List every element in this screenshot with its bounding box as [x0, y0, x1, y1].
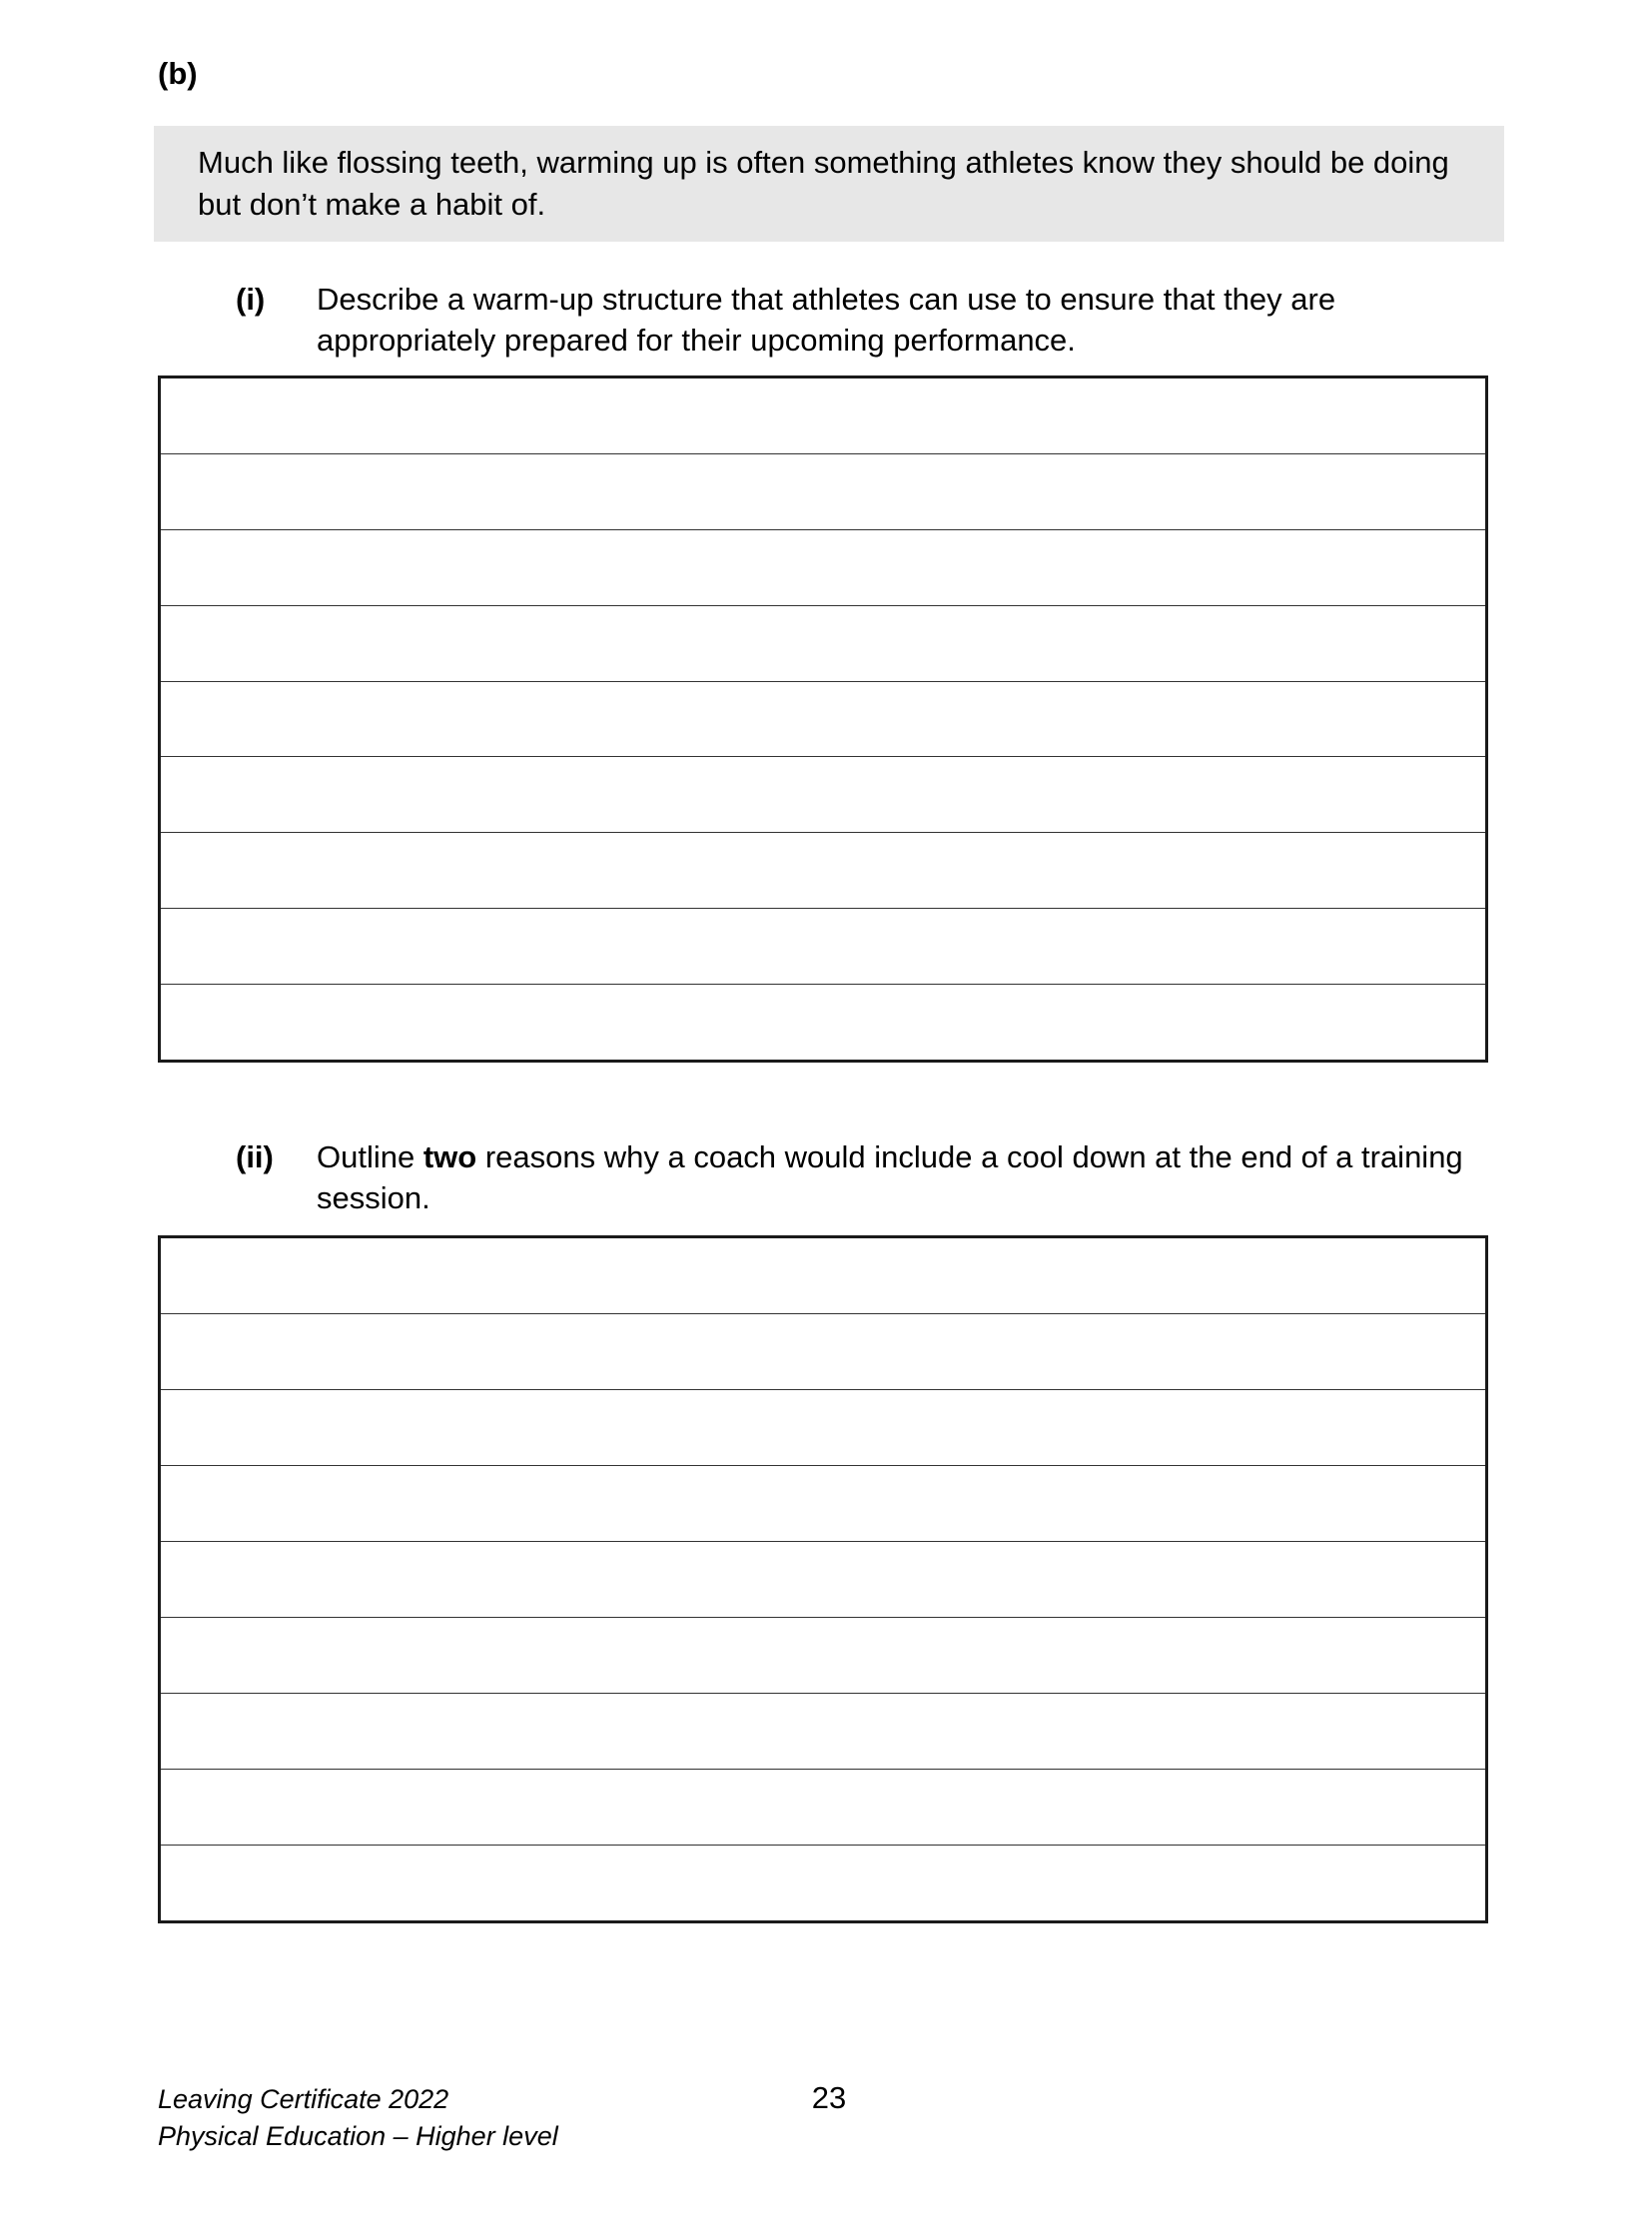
answer-box-ii[interactable] — [158, 1235, 1488, 1923]
question-text-end: reasons why a coach would include a cool down at the end of a training session. — [317, 1139, 1463, 1215]
footer-subject-level: Physical Education – Higher level — [158, 2121, 558, 2151]
question-text-start: Outline — [317, 1139, 423, 1174]
answer-line[interactable] — [161, 1694, 1485, 1770]
question-text-start: Describe a warm-up structure that athletes can use to ensure that they are appropriately prepared for their upcoming performance. — [317, 282, 1336, 358]
answer-line[interactable] — [161, 909, 1485, 985]
answer-line[interactable] — [161, 454, 1485, 530]
answer-line[interactable] — [161, 757, 1485, 833]
question-number: (ii) — [236, 1139, 274, 1174]
question-text-emphasis: two — [422, 1139, 477, 1174]
answer-line[interactable] — [161, 1466, 1485, 1542]
answer-line[interactable] — [161, 985, 1485, 1060]
question-text — [317, 1136, 1475, 1218]
answer-box-i[interactable] — [158, 375, 1488, 1063]
page-number: 23 — [811, 2080, 847, 2115]
answer-line[interactable] — [161, 1770, 1485, 1846]
answer-line[interactable] — [161, 1314, 1485, 1390]
answer-line[interactable] — [161, 1542, 1485, 1618]
question-i — [236, 279, 1474, 361]
footer-exam-info — [158, 2081, 558, 2155]
answer-line[interactable] — [161, 833, 1485, 909]
answer-line[interactable] — [161, 1238, 1485, 1314]
answer-line[interactable] — [161, 1618, 1485, 1694]
answer-line[interactable] — [161, 1390, 1485, 1466]
answer-line[interactable] — [161, 682, 1485, 758]
question-number: (i) — [236, 282, 266, 317]
answer-line[interactable] — [161, 530, 1485, 606]
answer-line[interactable] — [161, 606, 1485, 682]
answer-line[interactable] — [161, 1846, 1485, 1920]
part-label: (b) — [158, 56, 198, 91]
stimulus-text: Much like flossing teeth, warming up is often something athletes know they should be doing but don’t make a habit of. — [198, 145, 1449, 222]
question-ii — [236, 1136, 1474, 1218]
answer-line[interactable] — [161, 378, 1485, 454]
question-text — [317, 279, 1475, 361]
footer-exam-year: Leaving Certificate 2022 — [158, 2084, 449, 2114]
stimulus-box — [154, 126, 1504, 242]
